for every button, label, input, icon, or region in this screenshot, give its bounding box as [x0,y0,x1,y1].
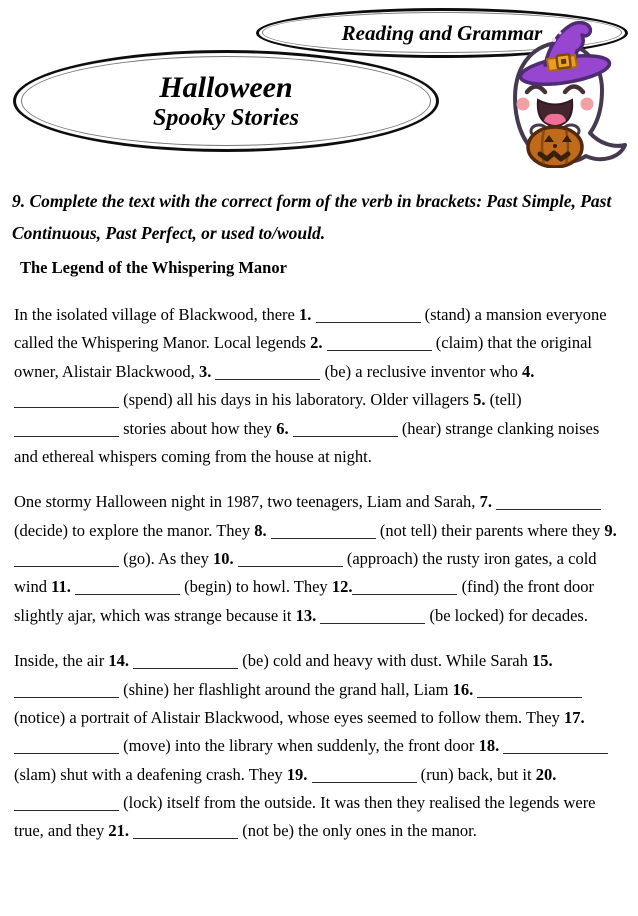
answer-blank-12 [352,580,457,595]
blank-number: 19. [286,764,308,784]
story-title: The Legend of the Whispering Manor [20,258,287,277]
blank-number: 18. [478,736,500,756]
badge-label: Reading and Grammar [341,20,543,45]
answer-blank-5 [14,422,119,437]
answer-blank-8 [271,524,376,539]
answer-blank-6 [293,422,398,437]
blank-number: 1. [299,305,312,324]
answer-blank-9 [14,552,119,567]
answer-blank-18 [503,739,608,754]
blank-number: 10. [212,549,234,568]
blank-number: 9. [604,520,617,540]
story-paragraph: Inside, the air 14. (be) cold and heavy with dust. While Sarah 15. (shine) her flashlight around the grand hall, Liam 16. (notice) a portrait of Alistair Blackwood, whose eyes seemed to follow them. They 17. (move) into the library when suddenly, the front door 18. (slam) shut with a deafening crash. They 19. (run) back, but it 20. (lock) itself from the outside. It was then they realised the legends were true, and they 21. (not be) the only ones in the manor. [14,647,622,846]
blank-number: 14. [108,651,130,671]
blank-number: 4. [522,361,535,381]
blank-number: 11. [51,577,71,597]
answer-blank-2 [327,336,432,351]
blank-number: 12. [331,577,353,597]
blank-number: 17. [564,707,585,727]
worksheet-header [0,0,638,172]
blank-number: 15. [532,651,553,671]
exercise-instruction: 9. Complete the text with the correct form of the verb in brackets: Past Simple, Past Continuous, Past Perfect, or used to/would. [12,191,612,243]
answer-blank-11 [75,580,180,595]
answer-blank-1 [316,308,421,323]
page-subtitle: Spooky Stories [152,105,299,132]
answer-blank-3 [215,365,320,380]
page-title: Halloween [159,70,293,104]
title-oval [13,50,439,152]
blank-number: 21. [108,821,130,841]
answer-blank-14 [133,654,238,669]
answer-blank-19 [312,768,417,783]
answer-blank-17 [14,739,119,754]
story-paragraph: In the isolated village of Blackwood, there 1. (stand) a mansion everyone called the Whispering Manor. Local legends 2. (claim) that the original owner, Alistair Blackwood, 3. (be) a reclusive inventor who 4. (spend) all his days in his laboratory. Older villagers 5. (tell) stories about how they 6. (hear) strange clanking noises and ethereal whispers coming from the house at night. [14,305,607,466]
blank-number: 6. [276,418,289,438]
blank-number: 13. [295,605,317,625]
story-paragraph: One stormy Halloween night in 1987, two teenagers, Liam and Sarah, 7. (decide) to explore the manor. They 8. (not tell) their parents where they 9. (go). As they 10. (approach) the rusty iron gates, a cold wind 11. (begin) to howl. They 12. (find) the front door slightly ajar, which was strange because it 13. (be locked) for decades. [14,492,617,625]
blank-number: 7. [479,492,492,512]
answer-blank-16 [477,683,582,698]
blank-number: 16. [452,679,474,699]
answer-blank-10 [238,552,343,567]
blank-number: 3. [198,361,212,381]
answer-blank-20 [14,796,119,811]
answer-blank-21 [133,824,238,839]
blank-number: 20. [535,764,557,784]
answer-blank-7 [496,495,601,510]
blank-number: 5. [473,390,486,410]
answer-blank-4 [14,393,119,408]
blank-number: 2. [310,333,323,353]
ghost-witch-pumpkin-icon [480,18,638,168]
answer-blank-15 [14,683,119,698]
answer-blank-13 [320,609,425,624]
story-paragraphs [14,301,622,846]
blank-number: 8. [254,520,267,540]
